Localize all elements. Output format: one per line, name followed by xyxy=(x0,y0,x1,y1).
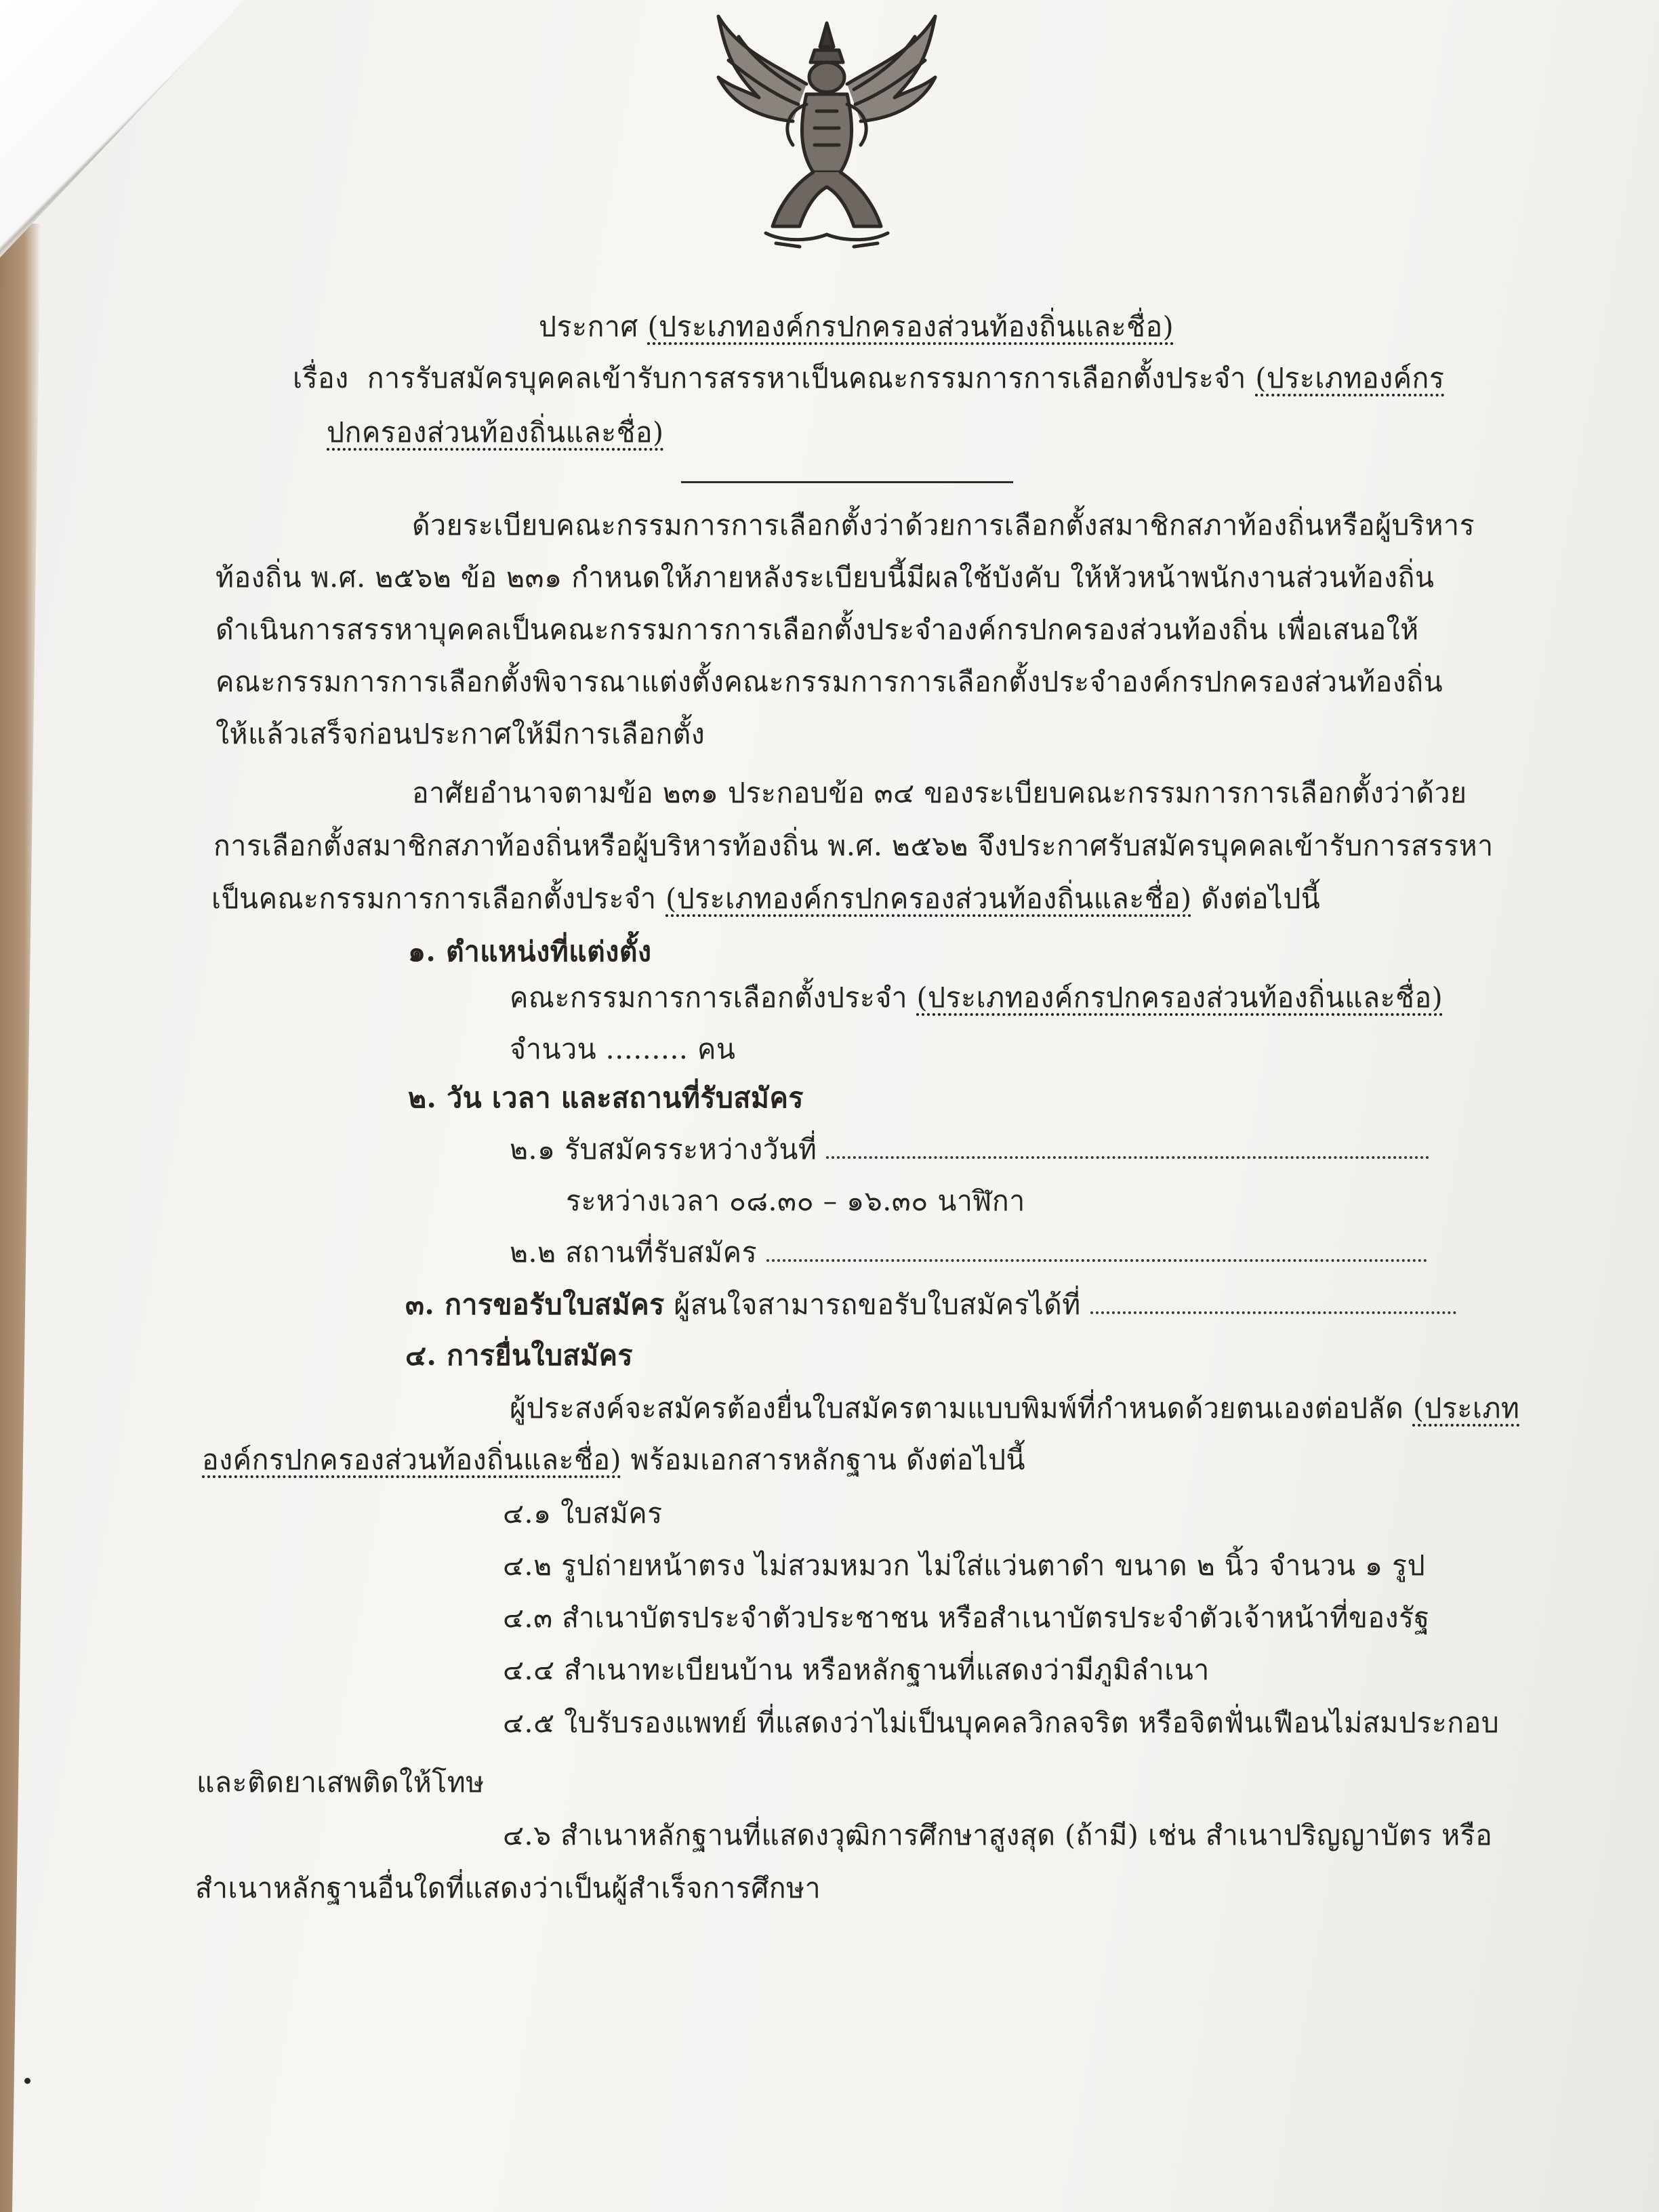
section-3-text: ผู้สนใจสามารถขอรับใบสมัครได้ที่ xyxy=(674,1288,1081,1321)
subject-org-part1: (ประเภทองค์กร xyxy=(1255,362,1445,394)
section-4-para-line-1 xyxy=(510,1388,1519,1429)
title-separator-line xyxy=(681,481,1013,483)
document-item-4-5: ๔.๕ ใบรับรองแพทย์ ที่แสดงว่าไม่เป็นบุคคลวิกลจริต หรือจิตฟั่นเฟือนไม่สมประกอบ xyxy=(503,1706,1500,1739)
intro-line-3: ดำเนินการสรรหาบุคคลเป็นคณะกรรมการการเลือกตั้งประจำองค์กรปกครองส่วนท้องถิ่น เพื่อเสนอให้ xyxy=(216,613,1419,646)
document-item-4-6-cont: สำเนาหลักฐานอื่นใดที่แสดงว่าเป็นผู้สำเร็จการศึกษา xyxy=(195,1872,821,1904)
document-item-4-5-cont: และติดยาเสพติดให้โทษ xyxy=(197,1766,485,1799)
authority-line-1: อาศัยอำนาจตามข้อ ๒๓๑ ประกอบข้อ ๓๔ ของระเบียบคณะกรรมการการเลือกตั้งว่าด้วย xyxy=(412,777,1467,809)
dotted-fill-line xyxy=(1090,1311,1456,1314)
authority-line-3-text: เป็นคณะกรรมการการเลือกตั้งประจำ xyxy=(211,882,657,915)
section-1-heading: ๑. ตำแหน่งที่แต่งตั้ง xyxy=(408,935,652,968)
intro-line-1: ด้วยระเบียบคณะกรรมการการเลือกตั้งว่าด้วยการเลือกตั้งสมาชิกสภาท้องถิ่นหรือผู้บริหาร xyxy=(412,509,1475,541)
position-text: คณะกรรมการการเลือกตั้งประจำ xyxy=(510,981,907,1014)
section-3-heading: ๓. การขอรับใบสมัคร xyxy=(405,1288,665,1321)
application-dates-label: ๒.๑ รับสมัครระหว่างวันที่ xyxy=(510,1133,817,1166)
position-org-placeholder: (ประเภทองค์กรปกครองส่วนท้องถิ่นและชื่อ) xyxy=(916,981,1443,1014)
subject-text: การรับสมัครบุคคลเข้ารับการสรรหาเป็นคณะกรรมการการเลือกตั้งประจำ xyxy=(367,362,1246,394)
authority-line-3-end: ดังต่อไปนี้ xyxy=(1201,882,1321,915)
section-4-para-end: พร้อมเอกสารหลักฐาน ดังต่อไปนี้ xyxy=(630,1443,1026,1476)
section-4-para-text: ผู้ประสงค์จะสมัครต้องยื่นใบสมัครตามแบบพิมพ์ที่กำหนดด้วยตนเองต่อปลัด xyxy=(510,1392,1404,1425)
intro-line-2: ท้องถิ่น พ.ศ. ๒๕๖๒ ข้อ ๒๓๑ กำหนดให้ภายหลังระเบียบนี้มีผลใช้บังคับ ให้หัวหน้าพนักงานส่วนท้องถิ่น xyxy=(216,561,1435,594)
authority-line-3 xyxy=(211,878,1320,919)
section-2-item-2 xyxy=(510,1232,1427,1273)
authority-org-placeholder: (ประเภทองค์กรปกครองส่วนท้องถิ่นและชื่อ) xyxy=(665,882,1192,915)
section-4-heading: ๔. การยื่นใบสมัคร xyxy=(405,1339,634,1372)
intro-line-5: ให้แล้วเสร็จก่อนประกาศให้มีการเลือกตั้ง xyxy=(216,718,705,750)
document-item-4-1: ๔.๑ ใบสมัคร xyxy=(503,1497,663,1530)
section-4-org-part2: องค์กรปกครองส่วนท้องถิ่นและชื่อ) xyxy=(202,1443,621,1476)
ink-dot xyxy=(24,2078,30,2084)
section-3 xyxy=(405,1284,1456,1325)
document-item-4-3: ๔.๓ สำเนาบัตรประจำตัวประชาชน หรือสำเนาบัตรประจำตัวเจ้าหน้าที่ของรัฐ xyxy=(503,1601,1430,1634)
subject-label: เรื่อง xyxy=(293,362,349,394)
document-item-4-2: ๔.๒ รูปถ่ายหน้าตรง ไม่สวมหมวก ไม่ใส่แว่นตาดำ ขนาด ๒ นิ้ว จำนวน ๑ รูป xyxy=(503,1549,1426,1582)
subject-org-part2: ปกครองส่วนท้องถิ่นและชื่อ) xyxy=(327,416,664,449)
title-org-placeholder: (ประเภทองค์กรปกครองส่วนท้องถิ่นและชื่อ) xyxy=(647,310,1174,343)
section-2-time: ระหว่างเวลา ๐๘.๓๐ – ๑๖.๓๐ นาฬิกา xyxy=(566,1185,1025,1217)
dotted-fill-line xyxy=(826,1156,1429,1159)
section-1-count: จำนวน ......... คน xyxy=(510,1033,736,1065)
section-4-para-line-2 xyxy=(202,1439,1025,1480)
section-2-item-1 xyxy=(510,1129,1429,1170)
application-place-label: ๒.๒ สถานที่รับสมัคร xyxy=(510,1236,758,1269)
section-1-position xyxy=(510,977,1443,1018)
document-item-4-4: ๔.๔ สำเนาทะเบียนบ้าน หรือหลักฐานที่แสดงว่ามีภูมิลำเนา xyxy=(503,1654,1210,1686)
title-prefix: ประกาศ xyxy=(539,310,638,343)
garuda-emblem-icon xyxy=(698,9,956,253)
document-item-4-6: ๔.๖ สำเนาหลักฐานที่แสดงวุฒิการศึกษาสูงสุด (ถ้ามี) เช่น สำเนาปริญญาบัตร หรือ xyxy=(503,1819,1493,1851)
announcement-title xyxy=(539,306,1174,347)
section-2-heading: ๒. วัน เวลา และสถานที่รับสมัคร xyxy=(408,1082,804,1114)
section-4-org-part1: (ประเภท xyxy=(1412,1392,1520,1425)
intro-line-4: คณะกรรมการการเลือกตั้งพิจารณาแต่งตั้งคณะกรรมการการเลือกตั้งประจำองค์กรปกครองส่วนท้องถิ่น xyxy=(216,665,1443,698)
subject-line xyxy=(293,358,1444,398)
authority-line-2: การเลือกตั้งสมาชิกสภาท้องถิ่นหรือผู้บริหารท้องถิ่น พ.ศ. ๒๕๖๒ จึงประกาศรับสมัครบุคคลเข้ารับการสรรหา xyxy=(213,830,1494,862)
dotted-fill-line xyxy=(766,1259,1427,1262)
